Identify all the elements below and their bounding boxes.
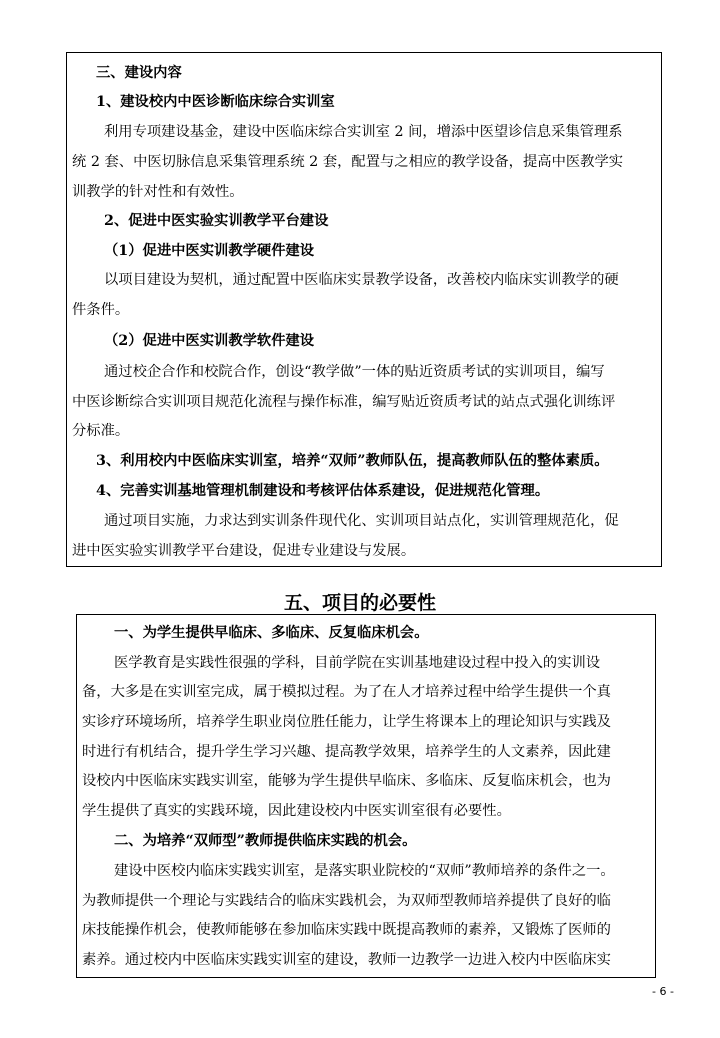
heading-early-clinical: 一、为学生提供早临床、多临床、反复临床机会。 bbox=[114, 625, 429, 641]
paragraph-line: 分标准。 bbox=[72, 423, 130, 439]
sub2-title: （2）促进中医实训教学软件建设 bbox=[104, 333, 315, 349]
item4-title: 4、完善实训基地管理机制建设和考核评估体系建设，促进规范化管理。 bbox=[96, 483, 550, 499]
paragraph-line: 时进行有机结合，提升学生学习兴趣、提高教学效果，培养学生的人文素养，因此建 bbox=[82, 744, 611, 760]
paragraph-line: 利用专项建设基金，建设中医临床综合实训室 2 间，增添中医望诊信息采集管理系 bbox=[104, 124, 623, 140]
item2-title: 2、促进中医实验实训教学平台建设 bbox=[104, 213, 329, 229]
paragraph-line: 学生提供了真实的实践环境，因此建设校内中医实训室很有必要性。 bbox=[82, 803, 511, 819]
paragraph-line: 进中医实验实训教学平台建设，促进专业建设与发展。 bbox=[72, 543, 416, 559]
paragraph-line: 设校内中医临床实践实训室，能够为学生提供早临床、多临床、反复临床机会，也为 bbox=[82, 773, 611, 789]
paragraph-line: 为教师提供一个理论与实践结合的临床实践机会，为双师型教师培养提供了良好的临 bbox=[82, 893, 611, 909]
page-number: - 6 - bbox=[652, 985, 674, 998]
paragraph-line: 统 2 套、中医切脉信息采集管理系统 2 套，配置与之相应的教学设备，提高中医教学实 bbox=[72, 154, 624, 170]
sub1-title: （1）促进中医实训教学硬件建设 bbox=[104, 243, 315, 259]
paragraph-line: 通过校企合作和校院合作，创设“教学做”一体的贴近资质考试的实训项目，编写 bbox=[104, 364, 605, 380]
paragraph-line: 件条件。 bbox=[72, 302, 130, 318]
section-title-necessity: 五、项目的必要性 bbox=[283, 592, 436, 614]
heading-construction-content: 三、建设内容 bbox=[96, 65, 182, 81]
heading-dual-teacher: 二、为培养“双师型”教师提供临床实践的机会。 bbox=[114, 833, 417, 849]
paragraph-line: 备，大多是在实训室完成，属于模拟过程。为了在人才培养过程中给学生提供一个真 bbox=[82, 684, 611, 700]
paragraph-line: 医学教育是实践性很强的学科，目前学院在实训基地建设过程中投入的实训设 bbox=[114, 655, 601, 671]
paragraph-line: 实诊疗环境场所，培养学生职业岗位胜任能力，让学生将课本上的理论知识与实践及 bbox=[82, 714, 611, 730]
paragraph-line: 训教学的针对性和有效性。 bbox=[72, 184, 244, 200]
paragraph-line: 通过项目实施，力求达到实训条件现代化、实训项目站点化，实训管理规范化，促 bbox=[104, 513, 619, 529]
paragraph-line: 建设中医校内临床实践实训室，是落实职业院校的“双师”教师培养的条件之一。 bbox=[114, 863, 615, 879]
item1-title: 1、建设校内中医诊断临床综合实训室 bbox=[96, 94, 335, 110]
paragraph-line: 以项目建设为契机，通过配置中医临床实景教学设备，改善校内临床实训教学的硬 bbox=[104, 272, 619, 288]
paragraph-line: 中医诊断综合实训项目规范化流程与操作标准，编写贴近资质考试的站点式强化训练评 bbox=[72, 394, 616, 410]
paragraph-line: 素养。通过校内中医临床实践实训室的建设，教师一边教学一边进入校内中医临床实 bbox=[82, 952, 611, 968]
item3-title: 3、利用校内中医临床实训室，培养“双师”教师队伍，提高教师队伍的整体素质。 bbox=[96, 453, 609, 469]
paragraph-line: 床技能操作机会，使教师能够在参加临床实践中既提高教师的素养，又锻炼了医师的 bbox=[82, 922, 611, 938]
